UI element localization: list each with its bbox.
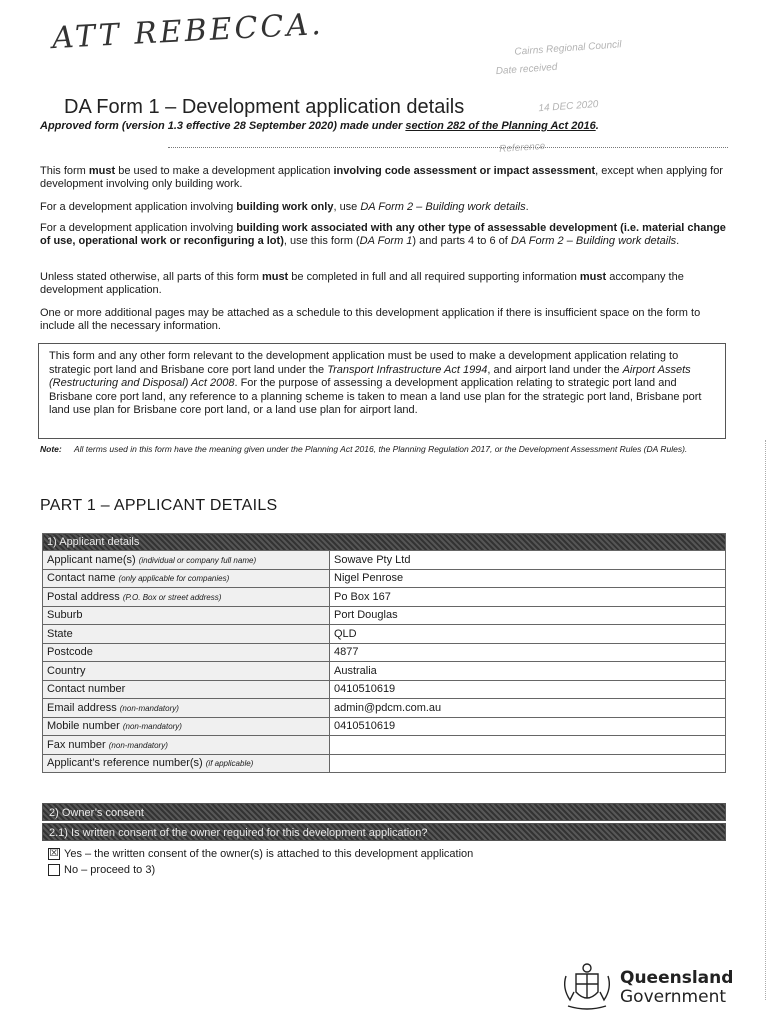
table-row — [43, 588, 726, 607]
intro-paragraph-2: For a development application involving building work only, use DA Form 2 – Building work details. — [40, 201, 529, 213]
postal-address-field[interactable]: Po Box 167 — [330, 588, 726, 607]
applicant-details-table — [42, 533, 726, 773]
table-row — [43, 625, 726, 644]
stamp-line-4: Reference — [498, 140, 546, 156]
section-title: 1) Applicant details — [43, 534, 726, 551]
intro-paragraph-5: One or more additional pages may be attached as a schedule to this development application if there is insufficient space on the form to include all the necessary information. — [40, 307, 701, 332]
applicant-details-header — [43, 534, 726, 551]
field-label: Suburb — [43, 606, 330, 625]
logo-line-1: Queensland — [620, 968, 734, 988]
fax-number-field[interactable] — [330, 736, 726, 755]
field-label: Postal address (P.O. Box or street address) — [43, 588, 330, 607]
stamp-line-1: Cairns Regional Council — [514, 39, 622, 58]
field-label: Applicant name(s) (individual or company full name) — [43, 551, 330, 570]
field-label: Country — [43, 662, 330, 681]
checkbox-unchecked[interactable] — [48, 864, 60, 876]
scan-margin-marks — [761, 440, 766, 1000]
mobile-number-field[interactable]: 0410510619 — [330, 717, 726, 736]
field-label: Postcode — [43, 643, 330, 662]
terms-note — [40, 444, 730, 455]
intro-paragraph-1: This form must be used to make a development application involving code assessment or impact assessment, except when applying for development involving only building work. — [40, 165, 723, 190]
table-row — [43, 717, 726, 736]
checkbox-checked[interactable]: ☒ — [49, 848, 59, 859]
handwritten-note: ATT REBECCA. — [51, 6, 325, 57]
table-row — [43, 680, 726, 699]
logo-text — [620, 969, 733, 1007]
owners-consent-header: 2) Owner’s consent — [42, 803, 726, 821]
field-label: Fax number (non-mandatory) — [43, 736, 330, 755]
applicant-name-field[interactable]: Sowave Pty Ltd — [330, 551, 726, 570]
table-row — [43, 569, 726, 588]
table-row — [43, 643, 726, 662]
field-label: Email address (non-mandatory) — [43, 699, 330, 718]
option-label: No – proceed to 3) — [64, 864, 156, 876]
table-row — [43, 551, 726, 570]
contact-number-field[interactable]: 0410510619 — [330, 680, 726, 699]
option-label: Yes – the written consent of the owner(s) is attached to this development application — [64, 848, 474, 860]
note-text: All terms used in this form have the meaning given under the Planning Act 2016, the Planning Regulation 2017, or the Development Assessment Rules (DA Rules). — [74, 444, 688, 454]
consent-yes-option[interactable] — [48, 848, 473, 860]
port-land-notice: This form and any other form relevant to the development application must be used to make a development application relating to strategic port land and Brisbane core port land under the Transport Infrastructure Act 1994, and airport land under the Airport Assets (Restructuring and Disposal) Act 2008. For the purpose of assessing a development application relating to strategic port land and Brisbane core port land, any reference to a planning scheme is taken to mean a land use plan for the strategic port land, Brisbane port land use plan for Brisbane core port land, or a land use plan for airport land. — [38, 343, 726, 439]
stamp-line-2: Date received — [495, 61, 558, 78]
suburb-field[interactable]: Port Douglas — [330, 606, 726, 625]
email-field[interactable]: admin@pdcm.com.au — [330, 699, 726, 718]
consent-question: 2.1) Is written consent of the owner required for this development application? — [42, 823, 726, 841]
consent-no-option[interactable] — [48, 864, 155, 876]
subtitle-link[interactable]: section 282 of the Planning Act 2016 — [405, 120, 596, 132]
subtitle-pre: Approved form (version 1.3 effective 28 September 2020) made under — [40, 120, 406, 132]
note-label: Note: — [40, 444, 62, 454]
table-row — [43, 699, 726, 718]
intro-paragraph-4: Unless stated otherwise, all parts of this form must be completed in full and all required supporting information must accompany the development application. — [40, 271, 684, 296]
subtitle-post: . — [595, 120, 599, 132]
country-field[interactable]: Australia — [330, 662, 726, 681]
field-label: Contact number — [43, 680, 330, 699]
reference-number-field[interactable] — [330, 754, 726, 773]
page-title: DA Form 1 – Development application details — [64, 96, 465, 118]
part-1-heading: PART 1 – APPLICANT DETAILS — [40, 497, 278, 514]
logo-line-2: Government — [620, 987, 727, 1007]
stamp-line-3: 14 DEC 2020 — [538, 99, 599, 115]
form-subtitle — [40, 120, 599, 132]
table-row — [43, 736, 726, 755]
contact-name-field[interactable]: Nigel Penrose — [330, 569, 726, 588]
field-label: State — [43, 625, 330, 644]
field-label: Mobile number (non-mandatory) — [43, 717, 330, 736]
state-field[interactable]: QLD — [330, 625, 726, 644]
queensland-government-logo — [560, 962, 740, 1014]
coat-of-arms-icon — [560, 962, 614, 1014]
postcode-field[interactable]: 4877 — [330, 643, 726, 662]
table-row — [43, 662, 726, 681]
table-row — [43, 754, 726, 773]
table-row — [43, 606, 726, 625]
intro-paragraph-3: For a development application involving building work associated with any other type of assessable development (i.e. material change of use, operational work or reconfiguring a lot), use this form (DA Form 1) and parts 4 to 6 of DA Form 2 – Building work details. — [40, 222, 726, 247]
field-label: Contact name (only applicable for companies) — [43, 569, 330, 588]
field-label: Applicant’s reference number(s) (if applicable) — [43, 754, 330, 773]
header-rule — [168, 147, 728, 148]
